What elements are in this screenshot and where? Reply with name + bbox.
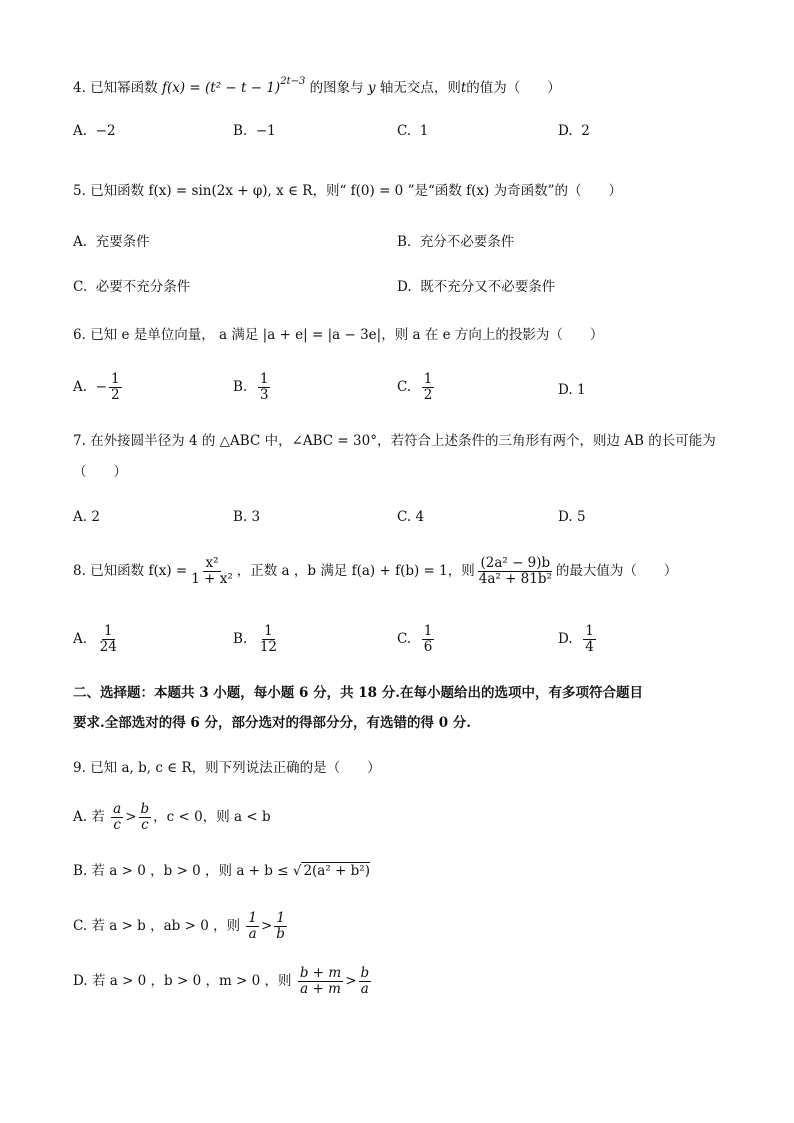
- q4-t-var: t: [460, 80, 467, 96]
- q5-stem-text: 已知函数 f(x) = sin(2x + φ), x ∈ R，则“ f(0) = 0 ”是“函数 f(x) 为奇函数”的（ ）: [90, 183, 622, 199]
- q9-stem: [73, 759, 381, 777]
- q8-number: 8.: [73, 563, 86, 579]
- q7-option-d[interactable]: D. 5: [558, 509, 586, 525]
- q7-stem-line2: （ ）: [73, 464, 127, 480]
- q7-stem-text: 在外接圆半径为 4 的 △ABC 中，∠ABC = 30°，若符合上述条件的三角形有两个，则边 AB 的长可能为: [90, 433, 716, 449]
- section-heading-line2: 要求.全部选对的得 6 分，部分选对的得部分分，有选错的得 0 分.: [73, 715, 471, 731]
- q9-stem-text: 已知 a, b, c ∈ R，则下列说法正确的是（ ）: [90, 760, 381, 776]
- q9-option-d[interactable]: D. 若 a > 0 ，b > 0 ，m > 0 ，则 $\frac{b + m}{a + m}$ > $\frac{b}{a}$: [73, 965, 370, 997]
- q6-option-b[interactable]: B. $\frac{1}{3}$: [233, 371, 269, 403]
- q8-option-a[interactable]: A. $\frac{1}{24}$: [73, 623, 117, 655]
- q4-option-c[interactable]: C. 1: [397, 123, 429, 139]
- q5-option-c[interactable]: C. 必要不充分条件: [73, 279, 191, 295]
- q6-number: 6.: [73, 327, 86, 343]
- q9-option-b-root: 2(a² + b²): [303, 863, 370, 879]
- q4-function: f(x) = (t² − t − 1): [161, 80, 281, 96]
- q4-stem-text: 已知幂函数: [90, 80, 158, 96]
- q4-stem-text4: 的值为（ ）: [466, 80, 561, 96]
- q6-stem: [73, 326, 603, 344]
- q4-option-a[interactable]: A. −2: [73, 123, 116, 139]
- q4-stem-text3: 轴无交点，则: [379, 80, 461, 96]
- q6-option-a[interactable]: A. − $\frac{1}{2}$: [73, 371, 120, 403]
- q9-option-b[interactable]: B. 若 a > 0 ，b > 0 ，则 a + b ≤ √ 2(a² + b²): [73, 863, 370, 879]
- q6-option-a-fraction: $\frac{1}{2}$: [110, 371, 120, 403]
- q8-expression-fraction: $\frac{\text{(2a² − 9)b}}{\text{4a² + 81b²}}$: [478, 555, 552, 587]
- q7-option-c[interactable]: C. 4: [397, 509, 425, 525]
- q4-y-var: y: [367, 80, 376, 96]
- q5-number: 5.: [73, 183, 86, 199]
- q6-option-c[interactable]: C. $\frac{1}{2}$: [397, 371, 433, 403]
- q8-option-d[interactable]: D. $\frac{1}{4}$: [558, 623, 594, 655]
- q8-stem-text: 已知函数 f(x) =: [90, 563, 188, 579]
- q5-option-a[interactable]: A. 充要条件: [73, 234, 150, 250]
- q4-number: 4.: [73, 80, 86, 96]
- q5-option-d[interactable]: D. 既不充分又不必要条件: [397, 279, 556, 295]
- q4-option-b[interactable]: B. −1: [233, 123, 276, 139]
- q8-stem-text2: ，正数 a ，b 满足 f(a) + f(b) = 1，则: [236, 563, 475, 579]
- q9-option-a[interactable]: A. 若 $\frac{a}{c}$ > $\frac{b}{c}$ ，c < 0，则 a < b: [73, 801, 271, 833]
- q8-stem-text3: 的最大值为（ ）: [555, 563, 678, 579]
- section-heading-line1: 二、选择题：本题共 3 小题，每小题 6 分，共 18 分.在每小题给出的选项中，有多项符合题目: [73, 685, 643, 701]
- q8-option-c[interactable]: C. $\frac{1}{6}$: [397, 623, 433, 655]
- q4-stem: [73, 73, 561, 97]
- q8-stem: [73, 556, 677, 587]
- q6-option-c-fraction: $\frac{1}{2}$: [423, 371, 433, 403]
- q9-option-c[interactable]: C. 若 a > b ，ab > 0 ，则 $\frac{1}{a}$ > $\frac{1}{b}$: [73, 910, 285, 942]
- q7-option-a[interactable]: A. 2: [73, 509, 100, 525]
- q7-stem: [73, 432, 716, 450]
- q6-stem-text: 已知 e 是单位向量， a 满足 |a + e| = |a − 3e|，则 a 在 e 方向上的投影为（ ）: [90, 327, 604, 343]
- q4-exponent: 2t−3: [280, 76, 306, 87]
- q5-stem: [73, 182, 622, 200]
- q5-option-b[interactable]: B. 充分不必要条件: [397, 234, 515, 250]
- q8-function-fraction: $\frac{\text{x²}}{\text{1 + x²}}$: [191, 555, 233, 587]
- q4-stem-text2: 的图象与: [309, 80, 364, 96]
- q6-option-b-fraction: $\frac{1}{3}$: [259, 371, 269, 403]
- q4-option-d[interactable]: D. 2: [558, 123, 590, 139]
- q8-option-b[interactable]: B. $\frac{1}{12}$: [233, 623, 277, 655]
- q7-number: 7.: [73, 433, 86, 449]
- q7-option-b[interactable]: B. 3: [233, 509, 261, 525]
- q6-option-d[interactable]: D. 1: [558, 382, 586, 398]
- q9-number: 9.: [73, 760, 86, 776]
